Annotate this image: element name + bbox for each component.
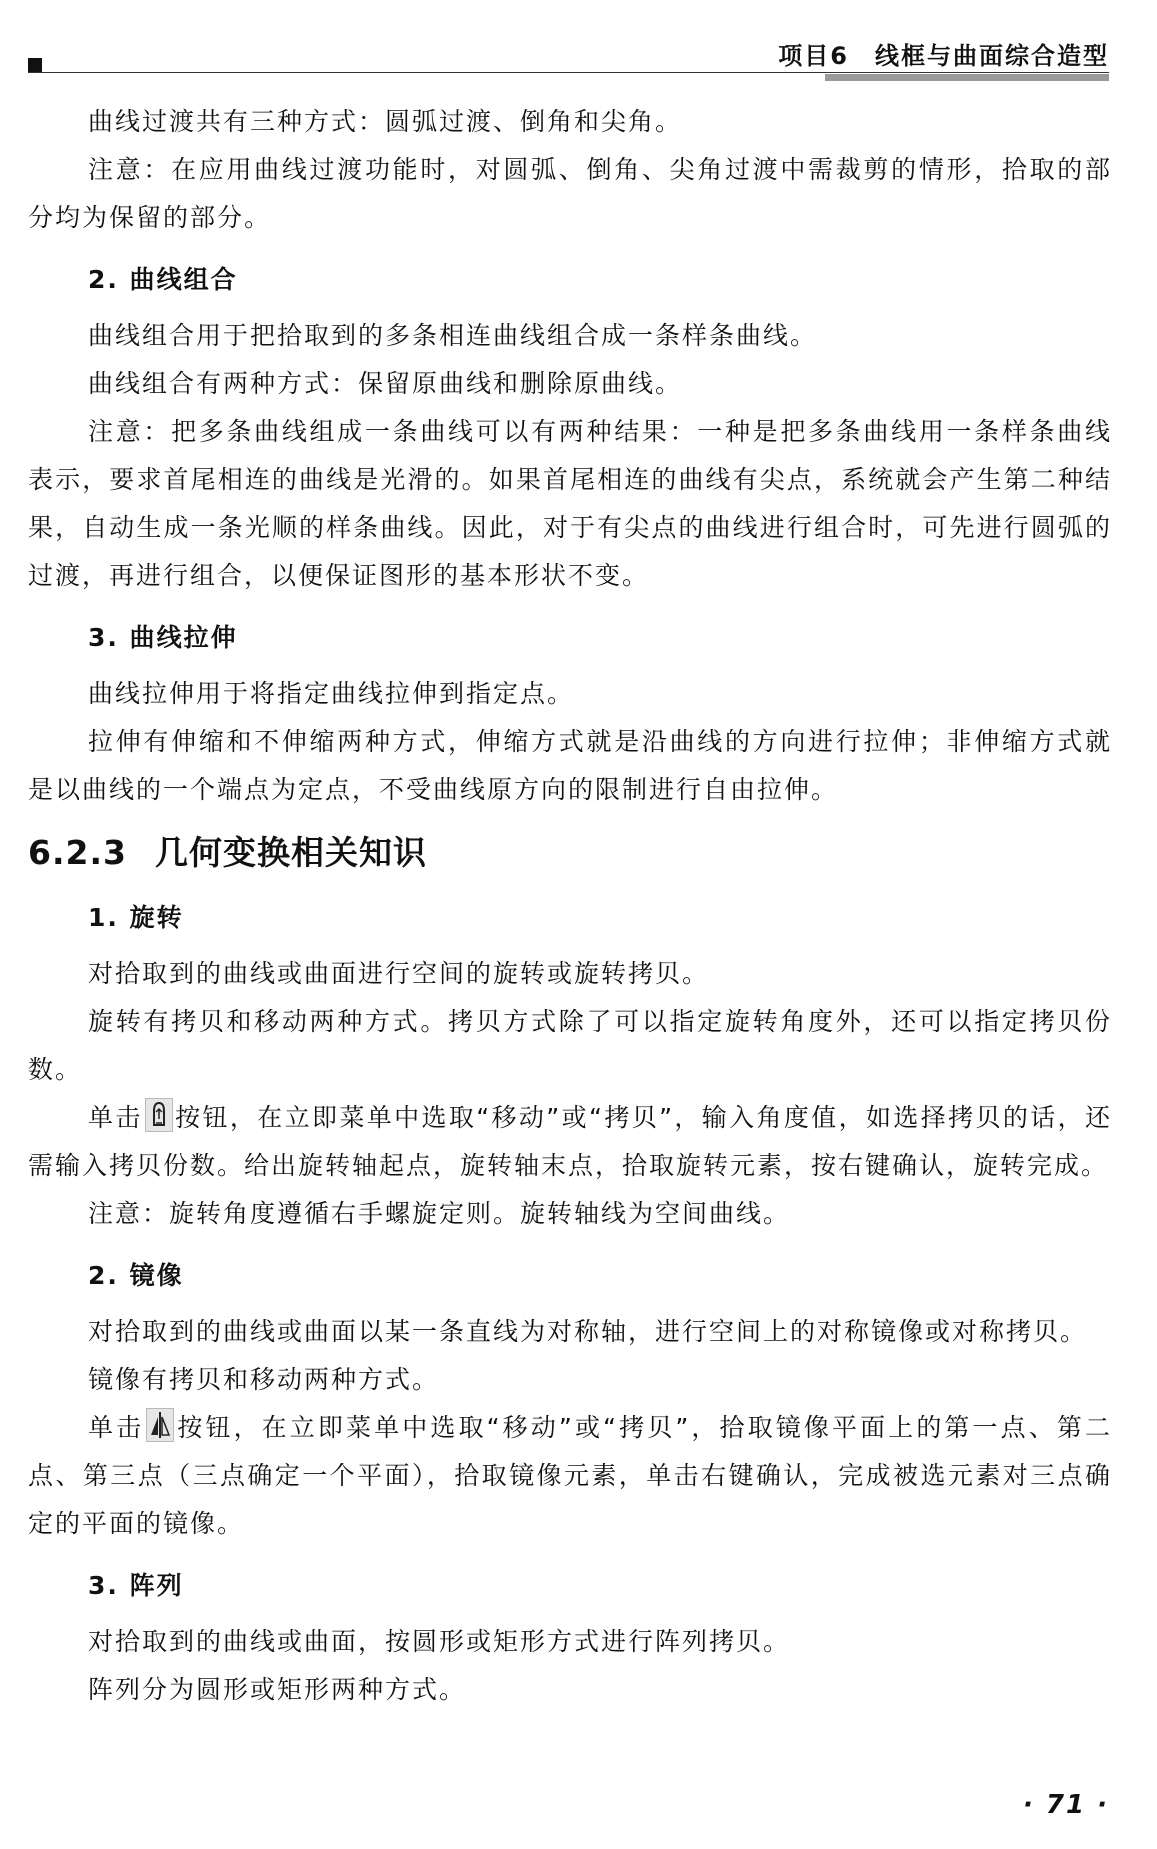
paragraph: 对拾取到的曲线或曲面以某一条直线为对称轴，进行空间上的对称镜像或对称拷贝。 <box>88 1317 1088 1346</box>
section-heading <box>28 828 1112 878</box>
page-body <box>28 98 1112 1714</box>
paragraph: 曲线过渡共有三种方式：圆弧过渡、倒角和尖角。 <box>88 107 683 136</box>
paragraph: 对拾取到的曲线或曲面，按圆形或矩形方式进行阵列拷贝。 <box>88 1627 791 1656</box>
paragraph: 对拾取到的曲线或曲面进行空间的旋转或旋转拷贝。 <box>88 959 710 988</box>
mirror-icon <box>146 1408 174 1442</box>
rotate-icon <box>145 1098 173 1132</box>
paragraph: 曲线组合用于把拾取到的多条相连曲线组合成一条样条曲线。 <box>88 321 818 350</box>
click-text: 单击 <box>88 1103 143 1132</box>
section-number: 6.2.3 <box>28 833 127 872</box>
mirror-instructions: 按钮，在立即菜单中选取“移动”或“拷贝”，拾取镜像平面上的第一点、第二点、第三点（三点确定一个平面），拾取镜像元素，单击右键确认，完成被选元素对三点确定的平面的镜像。 <box>28 1413 1112 1538</box>
click-text: 单击 <box>88 1413 145 1442</box>
page-header <box>0 0 1157 90</box>
note-paragraph: 注意：旋转角度遵循右手螺旋定则。旋转轴线为空间曲线。 <box>88 1199 791 1228</box>
note-paragraph: 注意：在应用曲线过渡功能时，对圆弧、倒角、尖角过渡中需裁剪的情形，拾取的部分均为保留的部分。 <box>28 155 1112 232</box>
subheading-mirror: 2. 镜像 <box>88 1261 184 1290</box>
subheading-combine: 2. 曲线组合 <box>88 265 238 294</box>
paragraph: 曲线拉伸用于将指定曲线拉伸到指定点。 <box>88 679 575 708</box>
section-title: 几何变换相关知识 <box>154 833 427 872</box>
running-title: 项目6 线框与曲面综合造型 <box>778 42 1109 70</box>
paragraph: 镜像有拷贝和移动两种方式。 <box>88 1365 440 1394</box>
subheading-stretch: 3. 曲线拉伸 <box>88 623 238 652</box>
header-marker <box>28 58 42 72</box>
note-paragraph: 注意：把多条曲线组成一条曲线可以有两种结果：一种是把多条曲线用一条样条曲线表示，要求首尾相连的曲线是光滑的。如果首尾相连的曲线有尖点，系统就会产生第二种结果，自动生成一条光顺的样条曲线。因此，对于有尖点的曲线进行组合时，可先进行圆弧的过渡，再进行组合，以便保证图形的基本形状不变。 <box>28 417 1112 590</box>
page-number: · 71 · <box>1022 1790 1109 1820</box>
paragraph-with-icon <box>28 1094 1112 1190</box>
paragraph: 阵列分为圆形或矩形两种方式。 <box>88 1675 467 1704</box>
header-rule <box>28 72 1109 73</box>
paragraph: 拉伸有伸缩和不伸缩两种方式，伸缩方式就是沿曲线的方向进行拉伸；非伸缩方式就是以曲线的一个端点为定点，不受曲线原方向的限制进行自由拉伸。 <box>28 727 1112 804</box>
header-bar <box>825 74 1109 81</box>
paragraph-with-icon <box>28 1404 1112 1548</box>
subheading-rotate: 1. 旋转 <box>88 903 184 932</box>
paragraph: 旋转有拷贝和移动两种方式。拷贝方式除了可以指定旋转角度外，还可以指定拷贝份数。 <box>28 1007 1112 1084</box>
paragraph: 曲线组合有两种方式：保留原曲线和删除原曲线。 <box>88 369 683 398</box>
rotate-instructions: 按钮，在立即菜单中选取“移动”或“拷贝”，输入角度值，如选择拷贝的话，还需输入拷贝份数。给出旋转轴起点，旋转轴末点，拾取旋转元素，按右键确认，旋转完成。 <box>28 1103 1112 1180</box>
subheading-array: 3. 阵列 <box>88 1571 184 1600</box>
